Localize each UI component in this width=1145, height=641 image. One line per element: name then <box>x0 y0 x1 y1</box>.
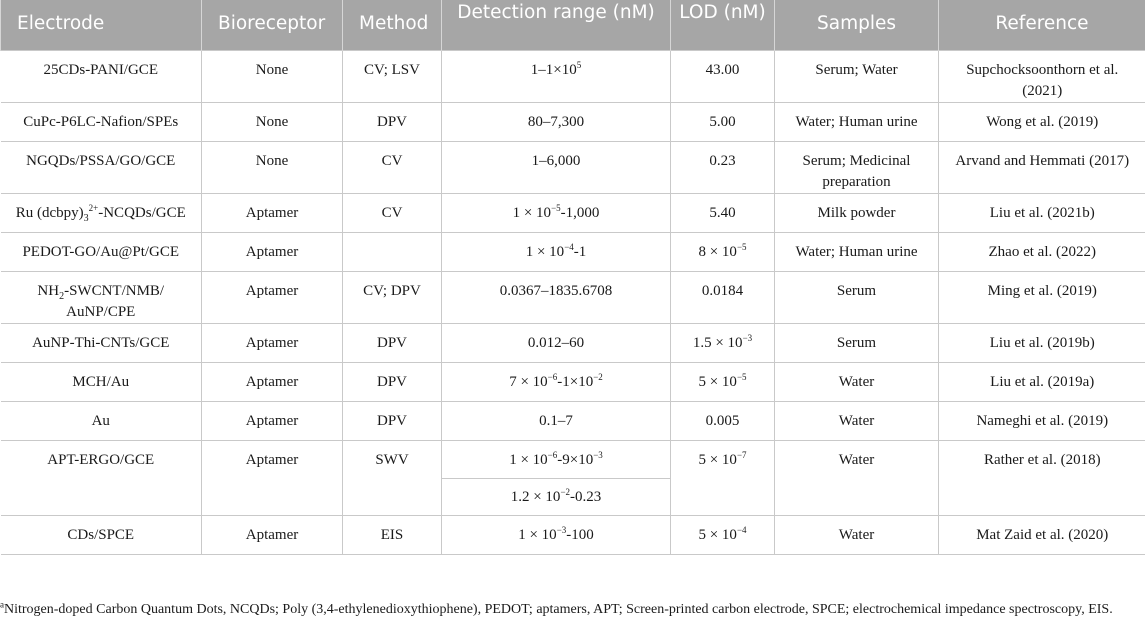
cell-electrode: 25CDs-PANI/GCE <box>1 51 202 103</box>
cell-lod: 0.23 <box>671 142 775 194</box>
header-row <box>1 0 1145 51</box>
cell-samples: Milk powder <box>775 194 939 233</box>
cell-reference: Nameghi et al. (2019) <box>939 402 1145 441</box>
cell-detection-range: 0.012–60 <box>442 324 671 363</box>
cell-method: DPV <box>343 402 442 441</box>
table-row <box>1 233 1145 272</box>
cell-samples: Water; Human urine <box>775 233 939 272</box>
cell-samples: Water <box>775 402 939 441</box>
table-row <box>1 363 1145 402</box>
cell-method: DPV <box>343 363 442 402</box>
table-row <box>1 402 1145 441</box>
cell-reference: Supchocksoonthorn et al. (2021) <box>939 51 1145 103</box>
cell-lod: 0.0184 <box>671 272 775 324</box>
cell-bioreceptor: None <box>202 142 343 194</box>
cell-reference: Ming et al. (2019) <box>939 272 1145 324</box>
cell-reference: Liu et al. (2019b) <box>939 324 1145 363</box>
cell-reference: Liu et al. (2019a) <box>939 363 1145 402</box>
cell-bioreceptor: Aptamer <box>202 441 343 516</box>
table-row <box>1 194 1145 233</box>
cell-lod: $5 \times 10^{-5}$ <box>671 363 775 402</box>
cell-reference: Mat Zaid et al. (2020) <box>939 516 1145 555</box>
cell-method: CV <box>343 194 442 233</box>
cell-method: CV; DPV <box>343 272 442 324</box>
table-row <box>1 441 1145 479</box>
cell-detection-range: 0.1–7 <box>442 402 671 441</box>
cell-electrode: APT-ERGO/GCE <box>1 441 202 516</box>
cell-lod: 0.005 <box>671 402 775 441</box>
cell-method: CV; LSV <box>343 51 442 103</box>
cell-samples: Serum; Medicinal preparation <box>775 142 939 194</box>
cell-bioreceptor: Aptamer <box>202 402 343 441</box>
cell-bioreceptor: Aptamer <box>202 516 343 555</box>
cell-detection-range: $1-1\times 10^5$ <box>442 51 671 103</box>
cell-detection-range: $1 \times 10^{-6}-9\times 10^{-3}$ <box>442 441 671 479</box>
header-bioreceptor: Bioreceptor <box>202 0 343 51</box>
cell-detection-range: 0.0367–1835.6708 <box>442 272 671 324</box>
cell-reference: Liu et al. (2021b) <box>939 194 1145 233</box>
cell-samples: Water <box>775 441 939 516</box>
cell-samples: Water; Human urine <box>775 103 939 142</box>
cell-method: DPV <box>343 324 442 363</box>
table-row <box>1 324 1145 363</box>
table-row <box>1 142 1145 194</box>
cell-electrode: AuNP-Thi-CNTs/GCE <box>1 324 202 363</box>
cell-lod: 43.00 <box>671 51 775 103</box>
cell-lod: 5.00 <box>671 103 775 142</box>
cell-method: SWV <box>343 441 442 516</box>
cell-electrode: CDs/SPCE <box>1 516 202 555</box>
cell-bioreceptor: Aptamer <box>202 233 343 272</box>
footnote-text: Nitrogen-doped Carbon Quantum Dots, NCQDs; Poly (3,4-ethylenedioxythiophene), PEDOT; aptamers, APT; Screen-printed carbon electrode, SPCE; electrochemical impedance spectroscopy, EIS. <box>4 602 1113 617</box>
header-samples: Samples <box>775 0 939 51</box>
cell-method <box>343 233 442 272</box>
cell-reference: Zhao et al. (2022) <box>939 233 1145 272</box>
table-row <box>1 103 1145 142</box>
cell-electrode: MCH/Au <box>1 363 202 402</box>
cell-samples: Water <box>775 363 939 402</box>
cell-detection-range: $1.2 \times 10^{-2}-0.23$ <box>442 479 671 516</box>
cell-bioreceptor: None <box>202 51 343 103</box>
cell-lod: $5 \times 10^{-7}$ <box>671 441 775 516</box>
cell-detection-range: $1 \times 10^{-4}-1$ <box>442 233 671 272</box>
cell-detection-range: $1 \times 10^{-3}-100$ <box>442 516 671 555</box>
cell-electrode: NGQDs/PSSA/GO/GCE <box>1 142 202 194</box>
cell-reference: Rather et al. (2018) <box>939 441 1145 516</box>
cell-electrode: $NH_2-SWCNT/NMB/$ AuNP/CPE <box>1 272 202 324</box>
cell-lod: 5.40 <box>671 194 775 233</box>
header-lod: LOD (nM) <box>671 0 775 51</box>
header-electrode: Electrode <box>1 0 202 51</box>
header-method: Method <box>343 0 442 51</box>
cell-method: DPV <box>343 103 442 142</box>
table-footnote <box>0 599 1140 620</box>
cell-bioreceptor: Aptamer <box>202 194 343 233</box>
table-row <box>1 516 1145 555</box>
header-detection-range: Detection range (nM) <box>442 0 671 51</box>
cell-detection-range: $1 \times 10^{-5}-1,000$ <box>442 194 671 233</box>
cell-reference: Arvand and Hemmati (2017) <box>939 142 1145 194</box>
header-reference: Reference <box>939 0 1145 51</box>
table-row <box>1 272 1145 324</box>
cell-samples: Water <box>775 516 939 555</box>
cell-detection-range: $7 \times 10^{-6}-1\times 10^{-2}$ <box>442 363 671 402</box>
cell-bioreceptor: Aptamer <box>202 272 343 324</box>
cell-lod: $5 \times 10^{-4}$ <box>671 516 775 555</box>
cell-detection-range: 80–7,300 <box>442 103 671 142</box>
cell-electrode: Ru $(dcbpy)_3^{2+}-NCQDs$/GCE <box>1 194 202 233</box>
cell-detection-range: 1–6,000 <box>442 142 671 194</box>
cell-lod: $8 \times 10^{-5}$ <box>671 233 775 272</box>
cell-samples: Serum <box>775 324 939 363</box>
cell-electrode: PEDOT-GO/Au@Pt/GCE <box>1 233 202 272</box>
cell-samples: Serum; Water <box>775 51 939 103</box>
cell-bioreceptor: Aptamer <box>202 324 343 363</box>
table-row <box>1 51 1145 103</box>
cell-samples: Serum <box>775 272 939 324</box>
cell-bioreceptor: Aptamer <box>202 363 343 402</box>
cell-electrode: CuPc-P6LC-Nafion/SPEs <box>1 103 202 142</box>
cell-reference: Wong et al. (2019) <box>939 103 1145 142</box>
cell-method: EIS <box>343 516 442 555</box>
cell-method: CV <box>343 142 442 194</box>
cell-lod: $1.5 \times 10^{-3}$ <box>671 324 775 363</box>
footnote-marker: a <box>0 599 4 610</box>
cell-electrode: Au <box>1 402 202 441</box>
cell-bioreceptor: None <box>202 103 343 142</box>
